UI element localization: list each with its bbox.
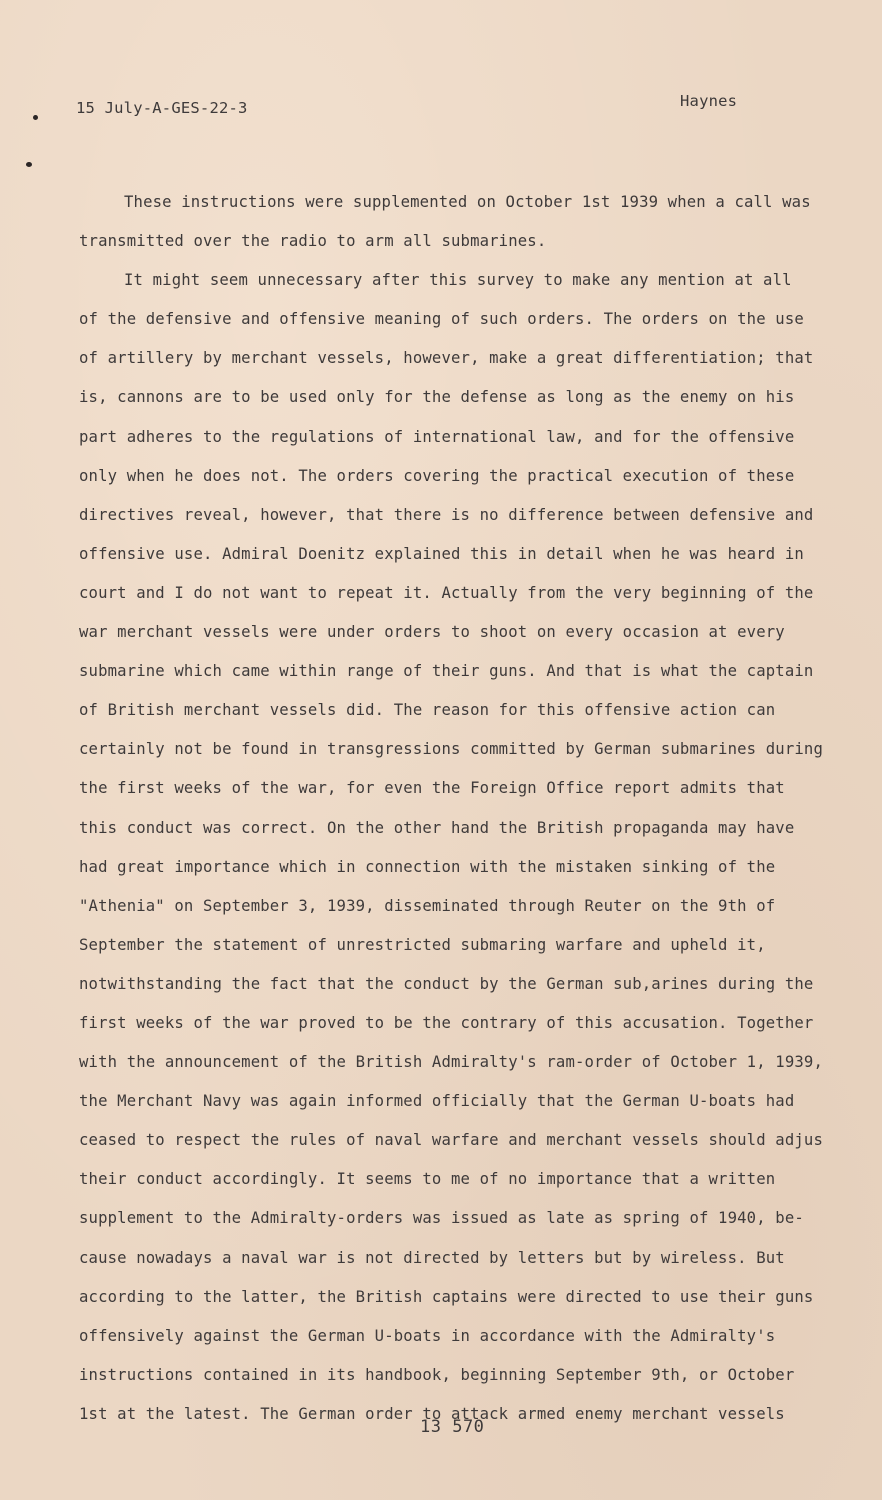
document-reference: 15 July-A-GES-22-3: [76, 99, 248, 117]
page-number: 13 570: [420, 1417, 485, 1437]
text-line: of artillery by merchant vessels, however, make a great differentiation; that: [79, 349, 814, 368]
transcript-body: [79, 187, 837, 1438]
text-line: had great importance which in connection with the mistaken sinking of the: [79, 857, 776, 876]
text-line: These instructions were supplemented on October 1st 1939 when a call was: [124, 193, 811, 211]
text-line: first weeks of the war proved to be the contrary of this accusation. Together: [79, 1013, 814, 1032]
text-line: according to the latter, the British captains were directed to use their guns: [79, 1287, 814, 1306]
speaker-name: Haynes: [680, 92, 738, 110]
text-line: It might seem unnecessary after this survey to make any mention at all: [124, 271, 792, 290]
text-line: ceased to respect the rules of naval warfare and merchant vessels should adjus: [79, 1131, 823, 1150]
text-line: transmitted over the radio to arm all submarines.: [79, 232, 547, 251]
text-line: their conduct accordingly. It seems to me of no importance that a written: [79, 1170, 776, 1189]
ink-mark: [33, 115, 38, 120]
text-line: war merchant vessels were under orders to shoot on every occasion at every: [79, 623, 785, 642]
text-line: the Merchant Navy was again informed officially that the German U-boats had: [79, 1092, 795, 1111]
text-line: supplement to the Admiralty-orders was issued as late as spring of 1940, be-: [79, 1209, 804, 1228]
text-line: is, cannons are to be used only for the defense as long as the enemy on his: [79, 388, 795, 407]
text-line: the first weeks of the war, for even the Foreign Office report admits that: [79, 779, 785, 798]
text-line: offensive use. Admiral Doenitz explained this in detail when he was heard in: [79, 544, 804, 563]
text-line: with the announcement of the British Admiralty's ram-order of October 1, 1939,: [79, 1053, 823, 1072]
text-line: of the defensive and offensive meaning of such orders. The orders on the use: [79, 310, 804, 329]
text-line: certainly not be found in transgressions committed by German submarines during: [79, 740, 823, 759]
ink-mark: [26, 162, 32, 167]
text-line: this conduct was correct. On the other hand the British propaganda may have: [79, 818, 795, 837]
text-line: notwithstanding the fact that the conduct by the German sub,arines during the: [79, 974, 814, 993]
text-line: cause nowadays a naval war is not directed by letters but by wireless. But: [79, 1248, 785, 1267]
text-line: only when he does not. The orders covering the practical execution of these: [79, 466, 795, 485]
text-line: of British merchant vessels did. The reason for this offensive action can: [79, 701, 776, 720]
text-line: court and I do not want to repeat it. Actually from the very beginning of the: [79, 583, 814, 602]
text-line: offensively against the German U-boats in accordance with the Admiralty's: [79, 1326, 776, 1345]
text-line: "Athenia" on September 3, 1939, disseminated through Reuter on the 9th of: [79, 896, 776, 915]
text-line: part adheres to the regulations of international law, and for the offensive: [79, 427, 795, 446]
text-line: submarine which came within range of their guns. And that is what the captain: [79, 662, 814, 681]
text-line: September the statement of unrestricted submaring warfare and upheld it,: [79, 935, 766, 954]
text-line: 1st at the latest. The German order to attack armed enemy merchant vessels: [79, 1404, 785, 1423]
text-line: directives reveal, however, that there is no difference between defensive and: [79, 505, 814, 524]
text-line: instructions contained in its handbook, beginning September 9th, or October: [79, 1365, 795, 1384]
